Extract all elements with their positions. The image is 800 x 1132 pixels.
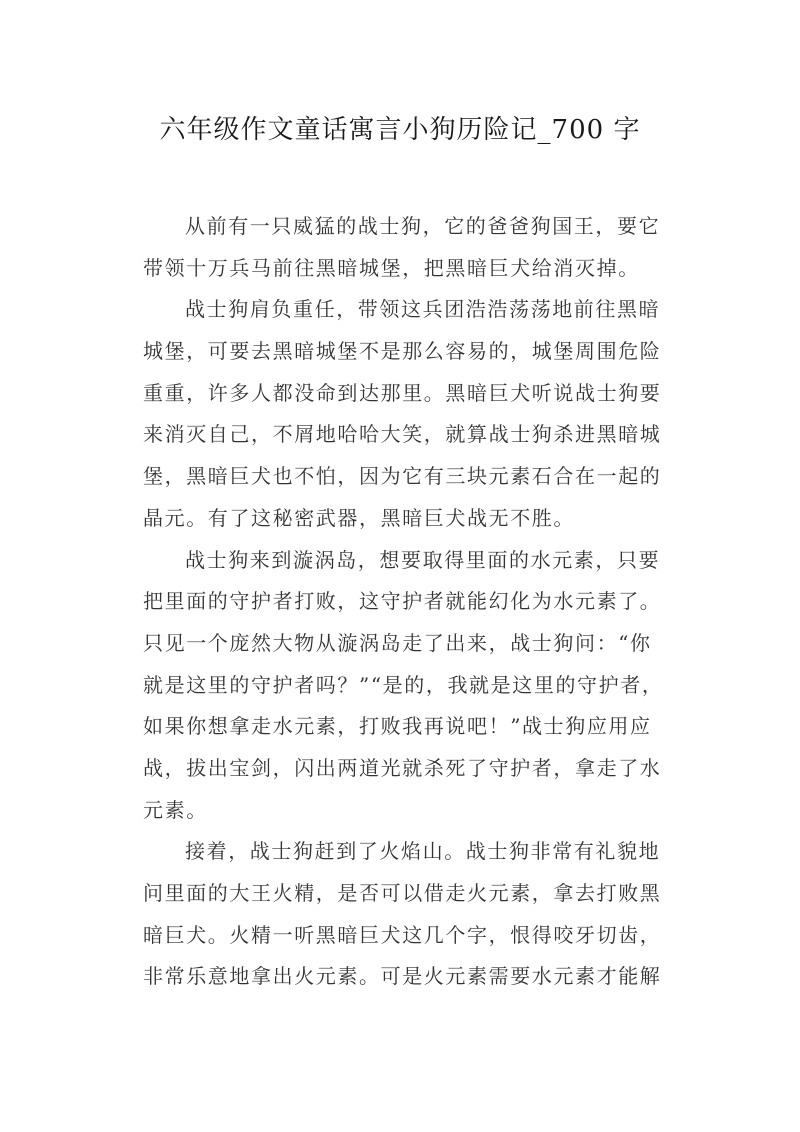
text-line: 把里面的守护者打败，这守护者就能幻化为水元素了。: [143, 589, 662, 614]
text-line: 晶元。有了这秘密武器，黑暗巨犬战无不胜。: [143, 505, 575, 530]
text-line: 非常乐意地拿出火元素。可是火元素需要水元素才能解: [143, 964, 662, 989]
text-line: 战，拔出宝剑，闪出两道光就杀死了守护者，拿走了水: [143, 755, 662, 780]
text-line: 接着，战士狗赶到了火焰山。战士狗非常有礼貌地: [185, 839, 661, 864]
text-line: 只见一个庞然大物从漩涡岛走了出来，战士狗问：“你: [143, 630, 652, 655]
text-line: 带领十万兵马前往黑暗城堡，把黑暗巨犬给消灭掉。: [143, 255, 640, 280]
text-line: 堡，黑暗巨犬也不怕，因为它有三块元素石合在一起的: [143, 464, 662, 489]
text-line: 元素。: [143, 797, 208, 822]
text-line: 战士狗来到漩涡岛，想要取得里面的水元素，只要: [185, 547, 661, 572]
text-line: 城堡，可要去黑暗城堡不是那么容易的，城堡周围危险: [143, 339, 662, 364]
text-line: 战士狗肩负重任，带领这兵团浩浩荡荡地前往黑暗: [185, 297, 661, 322]
text-line: 从前有一只威猛的战士狗，它的爸爸狗国王，要它: [185, 214, 661, 238]
text-line: 暗巨犬。火精一听黑暗巨犬这几个字，恨得咬牙切齿，: [143, 922, 662, 947]
document-body: [143, 206, 669, 998]
text-line: 如果你想拿走水元素，打败我再说吧！”战士狗应用应: [143, 714, 652, 739]
text-line: 重重，许多人都没命到达那里。黑暗巨犬听说战士狗要: [143, 380, 662, 405]
text-line: 来消灭自己，不屑地哈哈大笑，就算战士狗杀进黑暗城: [143, 422, 662, 447]
document-title: 六年级作文童话寓言小狗历险记_700 字: [159, 115, 641, 145]
text-line: 问里面的大王火精，是否可以借走火元素，拿去打败黑: [143, 881, 662, 905]
text-line: 就是这里的守护者吗？”“是的，我就是这里的守护者，: [143, 672, 664, 697]
